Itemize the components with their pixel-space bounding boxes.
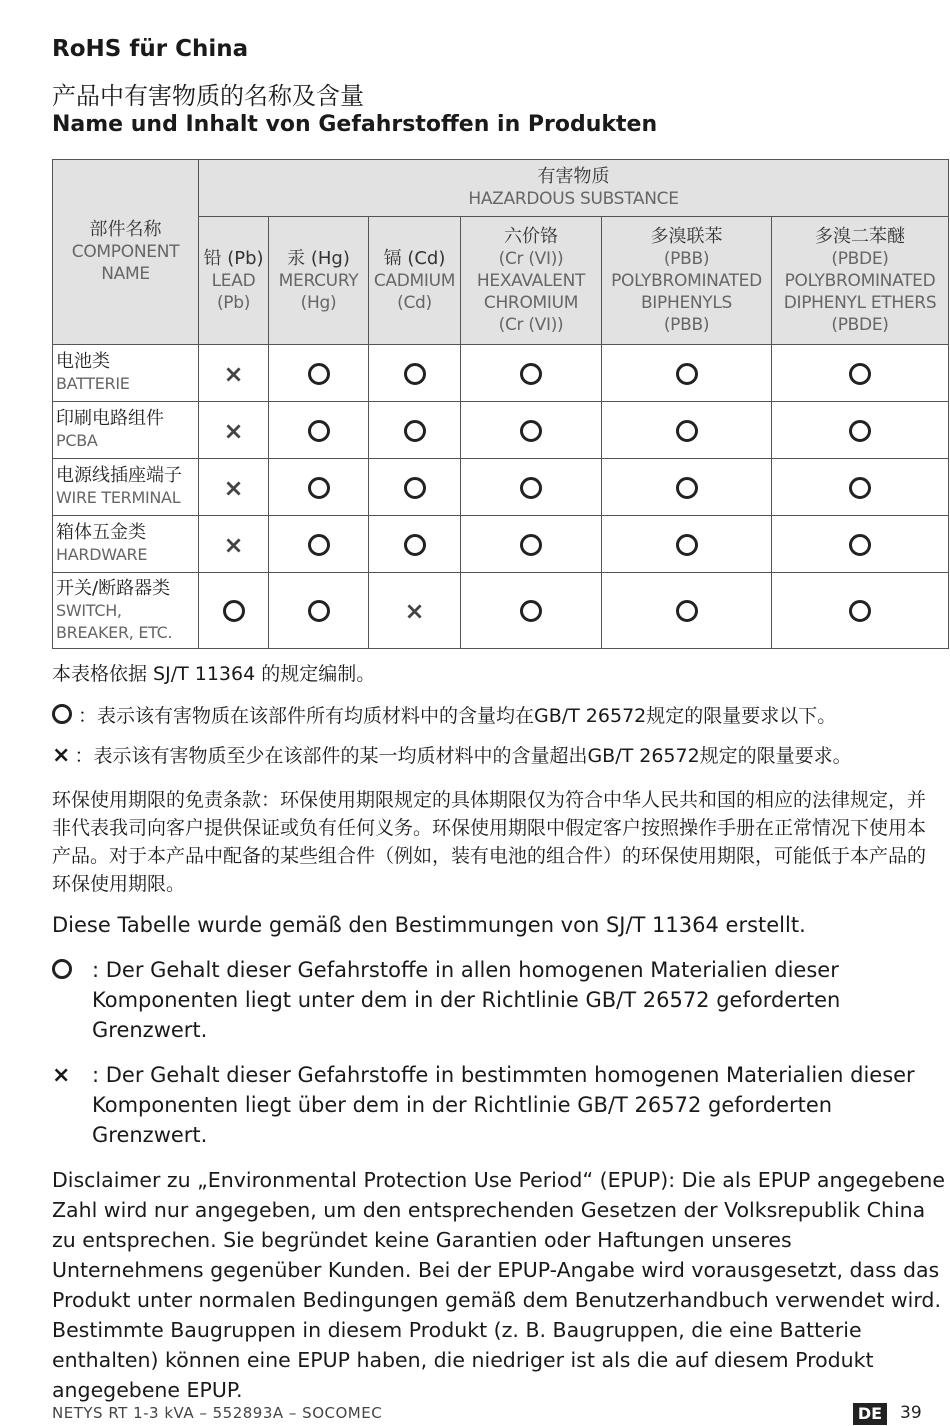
hazard-header-cn: 有害物质	[537, 166, 610, 187]
substance-header-chromium	[461, 217, 602, 345]
component-label-en: WIRE TERMINAL	[56, 488, 181, 507]
legend-x-cn	[52, 742, 942, 770]
substance-header-mercury	[269, 217, 369, 345]
pbde-en-1: POLYBROMINATED	[784, 270, 936, 291]
legend-o-cn-text: ：表示该有害物质在该部件所有均质材料中的含量均在GB/T 26572规定的限量要求以下。	[78, 705, 837, 727]
circle-icon	[52, 704, 72, 724]
circle-icon	[849, 420, 871, 442]
disclaimer-de: Disclaimer zu „Environmental Protection Use Period“ (EPUP): Die als EPUP angegebene Zahl wird nur angegeben, um den entsprechenden Gesetzen der Volksrepublik China zu entsprechen. Sie begründet keine Garantien oder Haftungen unseres Unternehmens gegenüber Kunden. Bei der EPUP-Angabe wird vorausgesetzt, dass das Produkt unter normalen Bedingungen gemäß dem Benutzerhandbuch verwendet wird. Bestimmte Baugruppen in diesem Produkt (z. B. Baugruppen, die eine Batterie enthalten) können eine EPUP haben, die niedriger ist als die auf diesem Produkt angegebene EPUP.	[52, 1168, 945, 1402]
component-label-cn: 电源线插座端子	[56, 465, 182, 486]
circle-icon	[849, 534, 871, 556]
disclaimer-cn: 环保使用期限的免责条款：环保使用期限规定的具体期限仅为符合中华人民共和国的相应的法律规定，并非代表我司向客户提供保证或负有任何义务。环保使用期限中假定客户按照操作手册在正常情况下使用本产品。对于本产品中配备的某些组合件（例如，装有电池的组合件）的环保使用期限，可能低于本产品的环保使用期限。	[52, 789, 927, 895]
component-label-en: PCBA	[56, 431, 98, 450]
subtitle-chinese: 产品中有害物质的名称及含量	[52, 82, 364, 110]
circle-icon	[676, 477, 698, 499]
compliant-mark-cell	[461, 459, 602, 516]
pbde-en-2: DIPHENYL ETHERS	[783, 292, 937, 313]
substance-header-pbde	[772, 217, 949, 345]
component-header-en: COMPONENT NAME	[71, 242, 180, 284]
compliant-mark-cell	[199, 573, 269, 649]
circle-icon	[520, 600, 542, 622]
circle-icon	[676, 363, 698, 385]
exceeds-mark-cell	[199, 459, 269, 516]
hazardous-substance-header	[199, 160, 949, 217]
legend-o-de-text: : Der Gehalt dieser Gefahrstoffe in allen homogenen Materialien dieser Komponenten liegt unter dem in der Richtlinie GB/T 26572 geforderten Grenzwert.	[92, 958, 841, 1042]
circle-icon	[52, 959, 72, 979]
lead-cn: 铅 (Pb)	[203, 247, 264, 269]
cross-icon: ×	[223, 530, 244, 559]
legend-x-cn-text: ：表示该有害物质至少在该部件的某一均质材料中的含量超出GB/T 26572规定的限量要求。	[74, 745, 852, 767]
legend-o-de	[52, 955, 932, 1045]
hazard-header-en: HAZARDOUS SUBSTANCE	[468, 189, 679, 209]
component-label-cn: 箱体五金类	[56, 522, 146, 543]
compliant-mark-cell	[772, 573, 949, 649]
table-basis-cn: 本表格依据 SJ/T 11364 的规定编制。	[52, 663, 376, 685]
cross-icon: ×	[223, 359, 244, 388]
circle-icon	[308, 600, 330, 622]
component-label-en-2: BREAKER, ETC.	[56, 622, 173, 642]
component-label-cn: 电池类	[56, 351, 110, 372]
compliant-mark-cell	[369, 402, 461, 459]
pbde-symbol-top: (PBDE)	[831, 248, 889, 269]
chromium-symbol-top: (Cr (VI))	[498, 248, 564, 269]
compliant-mark-cell	[602, 516, 772, 573]
table-basis-de: Diese Tabelle wurde gemäß den Bestimmungen von SJ/T 11364 erstellt.	[52, 913, 806, 937]
table-row	[53, 573, 949, 649]
component-label	[53, 516, 199, 573]
cross-icon: ×	[52, 1063, 71, 1088]
cadmium-symbol: (Cd)	[397, 292, 432, 313]
circle-icon	[676, 420, 698, 442]
component-header-cn: 部件名称	[89, 219, 162, 240]
pbb-en-2: BIPHENYLS	[640, 292, 733, 313]
compliant-mark-cell	[269, 573, 369, 649]
compliant-mark-cell	[461, 516, 602, 573]
footer-doc-ref: NETYS RT 1-3 kVA – 552893A – SOCOMEC	[52, 1404, 383, 1422]
table-row	[53, 345, 949, 402]
legend-x-de-text: : Der Gehalt dieser Gefahrstoffe in bestimmten homogenen Materialien dieser Komponenten liegt über dem in der Richtlinie GB/T 26572 geforderten Grenzwert.	[92, 1063, 915, 1147]
legend-x-de-symbol	[52, 1060, 90, 1091]
circle-icon	[404, 363, 426, 385]
compliant-mark-cell	[772, 516, 949, 573]
pbde-cn: 多溴二苯醚	[815, 225, 905, 247]
compliant-mark-cell	[369, 459, 461, 516]
mercury-en: MERCURY	[278, 270, 359, 291]
component-name-header	[53, 160, 199, 345]
compliant-mark-cell	[772, 459, 949, 516]
mercury-symbol: (Hg)	[300, 292, 337, 313]
legend-o-de-symbol	[52, 955, 90, 985]
circle-icon	[308, 477, 330, 499]
pbb-symbol-top: (PBB)	[663, 248, 710, 269]
table-row	[53, 459, 949, 516]
component-label-en: BATTERIE	[56, 374, 130, 393]
circle-icon	[223, 600, 245, 622]
circle-icon	[676, 600, 698, 622]
compliant-mark-cell	[772, 402, 949, 459]
compliant-mark-cell	[602, 459, 772, 516]
circle-icon	[308, 534, 330, 556]
component-label	[53, 459, 199, 516]
compliant-mark-cell	[461, 402, 602, 459]
component-label	[53, 345, 199, 402]
compliant-mark-cell	[269, 516, 369, 573]
circle-icon	[520, 534, 542, 556]
substance-header-pbb	[602, 217, 772, 345]
cross-icon: ×	[223, 416, 244, 445]
page-title: RoHS für China	[52, 36, 249, 62]
legend-o-cn	[52, 702, 942, 730]
subtitle-german: Name und Inhalt von Gefahrstoffen in Produkten	[52, 112, 658, 137]
chromium-en-1: HEXAVALENT	[476, 270, 586, 291]
cadmium-en: CADMIUM	[373, 270, 456, 291]
substance-header-cadmium	[369, 217, 461, 345]
circle-icon	[520, 363, 542, 385]
circle-icon	[308, 420, 330, 442]
circle-icon	[404, 420, 426, 442]
compliant-mark-cell	[269, 459, 369, 516]
substance-header-lead	[199, 217, 269, 345]
compliant-mark-cell	[369, 516, 461, 573]
circle-icon	[849, 600, 871, 622]
component-label	[53, 573, 199, 649]
compliant-mark-cell	[369, 345, 461, 402]
circle-icon	[404, 477, 426, 499]
cross-icon: ×	[223, 473, 244, 502]
pbb-cn: 多溴联苯	[650, 225, 723, 247]
compliant-mark-cell	[602, 345, 772, 402]
component-label-en: SWITCH,	[56, 600, 122, 620]
compliant-mark-cell	[269, 345, 369, 402]
circle-icon	[849, 363, 871, 385]
compliant-mark-cell	[461, 573, 602, 649]
cross-icon: ×	[404, 597, 425, 625]
exceeds-mark-cell	[369, 573, 461, 649]
exceeds-mark-cell	[199, 345, 269, 402]
chromium-cn: 六价铬	[504, 225, 558, 247]
cross-icon: ×	[52, 743, 71, 768]
circle-icon	[676, 534, 698, 556]
compliant-mark-cell	[461, 345, 602, 402]
table-row	[53, 402, 949, 459]
table-row	[53, 516, 949, 573]
language-badge: DE	[853, 1403, 887, 1425]
exceeds-mark-cell	[199, 402, 269, 459]
exceeds-mark-cell	[199, 516, 269, 573]
mercury-cn: 汞 (Hg)	[287, 247, 350, 269]
compliant-mark-cell	[602, 402, 772, 459]
lead-en: LEAD	[211, 270, 256, 291]
circle-icon	[520, 477, 542, 499]
compliant-mark-cell	[772, 345, 949, 402]
circle-icon	[520, 420, 542, 442]
legend-x-de	[52, 1060, 932, 1150]
lead-symbol: (Pb)	[216, 292, 251, 313]
compliant-mark-cell	[602, 573, 772, 649]
circle-icon	[308, 363, 330, 385]
component-label-cn: 开关/断路器类	[56, 577, 171, 599]
compliant-mark-cell	[269, 402, 369, 459]
cadmium-cn: 镉 (Cd)	[383, 247, 446, 269]
hazardous-substance-table	[52, 159, 949, 649]
page-number: 39	[900, 1403, 922, 1423]
circle-icon	[849, 477, 871, 499]
component-label	[53, 402, 199, 459]
component-label-en: HARDWARE	[56, 545, 148, 564]
pbde-symbol: (PBDE)	[831, 314, 889, 335]
circle-icon	[404, 534, 426, 556]
pbb-en-1: POLYBROMINATED	[611, 270, 762, 291]
pbb-symbol: (PBB)	[663, 314, 710, 335]
chromium-symbol: (Cr (VI))	[498, 314, 564, 335]
component-label-cn: 印刷电路组件	[56, 408, 164, 429]
chromium-en-2: CHROMIUM	[483, 292, 579, 313]
